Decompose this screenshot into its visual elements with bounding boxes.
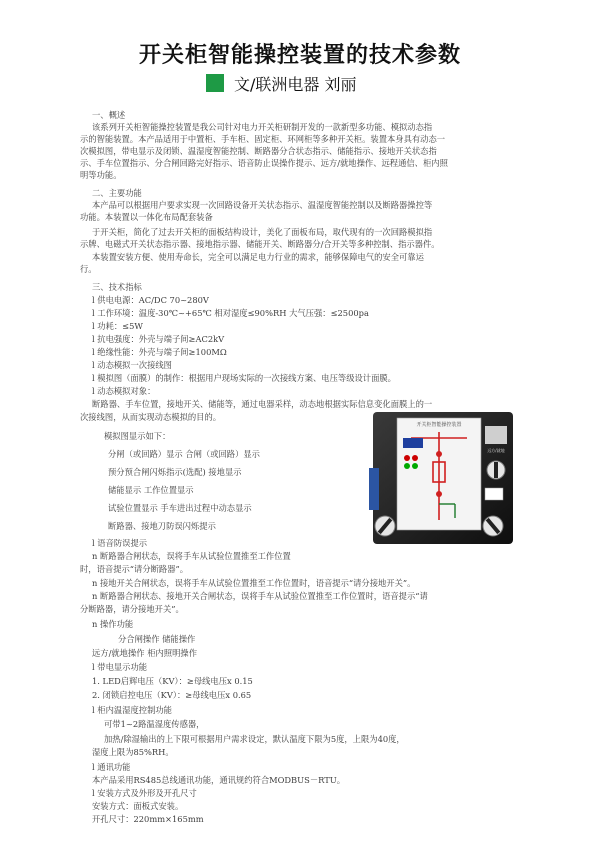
paragraph-line: n 接地开关合闸状态，误将手车从试验位置推至工作位置时，语音提示“请分接地开关”。 [92,578,416,588]
spec-item: l 动态模拟一次接线图 [92,360,172,370]
paragraph-line: n 操作功能 [92,619,134,629]
paragraph-line: 本装置安装方便、使用寿命长，完全可以满足电力行业的需求，能够保障电气的安全可靠运 [92,252,424,262]
section-heading: 二、主要功能 [92,188,142,198]
paragraph-line: n 断路器合闸状态，误将手车从试验位置推至工作位置 [92,551,291,561]
paragraph-line: 示、手车位置指示、分合闸回路完好指示、语音防止误操作提示、远方/就地操作、远程通信、柜内照 [80,158,448,168]
spec-item: l 带电显示功能 [92,662,148,672]
section-heading: 三、技术指标 [92,282,142,292]
device-illustration [367,408,517,548]
display-list-heading: 模拟图显示如下： [104,431,171,441]
paragraph-line: 时，语音提示“请分断路器”。 [80,564,189,574]
paragraph-line: 分断路器，请分接地开关”。 [80,604,184,614]
display-list-item: 试验位置显示 手车进出过程中动态显示 [108,503,252,513]
article-title: 开关柜智能操控装置的技术参数 [138,43,461,68]
spec-item: l 模拟图（面膜）的制作：根据用户现场实际的一次接线方案、电压等级设计面膜。 [92,373,396,383]
spec-item: l 语音防误提示 [92,538,148,548]
paragraph-line: n 断路器合闸状态、接地开关合闸状态，误将手车从试验位置推至工作位置时，语音提示“请 [92,591,428,601]
paragraph-line: 明等功能。 [80,170,122,180]
paragraph-line: 远方/就地操作 柜内照明操作 [92,648,197,658]
device-panel-label: 开关柜智能操控装置 [416,422,462,428]
spec-item: l 动态模拟对象： [92,386,156,396]
display-list-item: 断路器、接地刀防误闪烁提示 [108,521,216,531]
paragraph-line: 本产品可以根据用户要求实现一次回路设备开关状态指示、温湿度智能控制以及断路器操控等 [92,200,433,210]
paragraph-line: 示牌、电磁式开关状态指示器、接地指示器、储能开关、断路器分/合开关等多种控制、指示器件。 [80,239,440,249]
spec-item: l 安装方式及外形及开孔尺寸 [92,788,197,798]
paragraph-line: 次模拟图，带电显示及闭锁、温湿度智能控制、断路器分合状态指示、储能指示、接地开关状态指 [80,146,437,156]
paragraph-line: 行。 [80,264,97,274]
byline [206,72,356,94]
spec-item: l 抗电强度：外壳与端子间≥AC2kV [92,334,225,344]
paragraph-line: 于开关柜，简化了过去开关柜的面板结构设计，美化了面板布局，取代现有的一次回路模拟指 [92,227,433,237]
paragraph-line: 加热/除湿输出的上下限可根据用户需求设定，默认温度下限为5度，上限为40度， [104,734,405,744]
paragraph-line: 示的智能装置。本产品适用于中置柜、手车柜、固定柜、环网柜等多种开关柜。装置本身具有动态一 [80,134,446,144]
spec-item: l 功耗：≤5W [92,321,143,331]
knob-label: 远方/就地 [487,448,505,453]
spec-item: 2. 闭锁启控电压（KV）：≥母线电压x 0.65 [92,690,252,700]
paragraph-line: 该系列开关柜智能操控装置是我公司针对电力开关柜研制开发的一款新型多功能、模拟动态指 [92,122,433,132]
spec-item: l 供电电源：AC/DC 70~280V [92,295,209,305]
spec-item: l 工作环境：温度-30℃~+65℃ 相对湿度≤90%RH 大气压强：≤2500pa [92,308,369,318]
display-list-item: 分闸（或回路）显示 合闸（或回路）显示 [108,449,260,459]
section-heading: 一、概述 [92,110,126,120]
device-photo [367,408,517,548]
spec-item: l 柜内温湿度控制功能 [92,705,172,715]
display-list-item: 储能显示 工作位置显示 [108,485,194,495]
paragraph-line: 断路器、手车位置，接地开关、储能等，通过电器采样，动态地根据实际信息变化面膜上的一 [92,399,433,409]
paragraph-line: 开孔尺寸：220mm×165mm [92,814,204,824]
paragraph-line: 湿度上限为85%RH。 [92,747,174,757]
spec-item: 1. LED启辉电压（KV）：≥母线电压x 0.15 [92,676,253,686]
spec-item: l 绝缘性能：外壳与端子间≥100MΩ [92,347,227,357]
paragraph-line: 分合闸操作 储能操作 [118,634,196,644]
paragraph-line: 安装方式：面板式安装。 [92,801,184,811]
display-list-item: 预分预合闸闪烁指示(选配) 接地显示 [108,467,242,477]
paragraph-line: 次接线图，从而实现动态模拟的目的。 [80,412,222,422]
green-square-icon [206,74,224,92]
paragraph-line: 功能。本装置以一体化布局配套装备 [80,212,213,222]
author-text: 文/联洲电器 刘丽 [234,74,357,94]
paragraph-line: 本产品采用RS485总线通讯功能，通讯规约符合MODBUS－RTU。 [92,775,346,785]
paragraph-line: 可带1~2路温湿度传感器， [104,719,205,729]
spec-item: l 通讯功能 [92,762,131,772]
